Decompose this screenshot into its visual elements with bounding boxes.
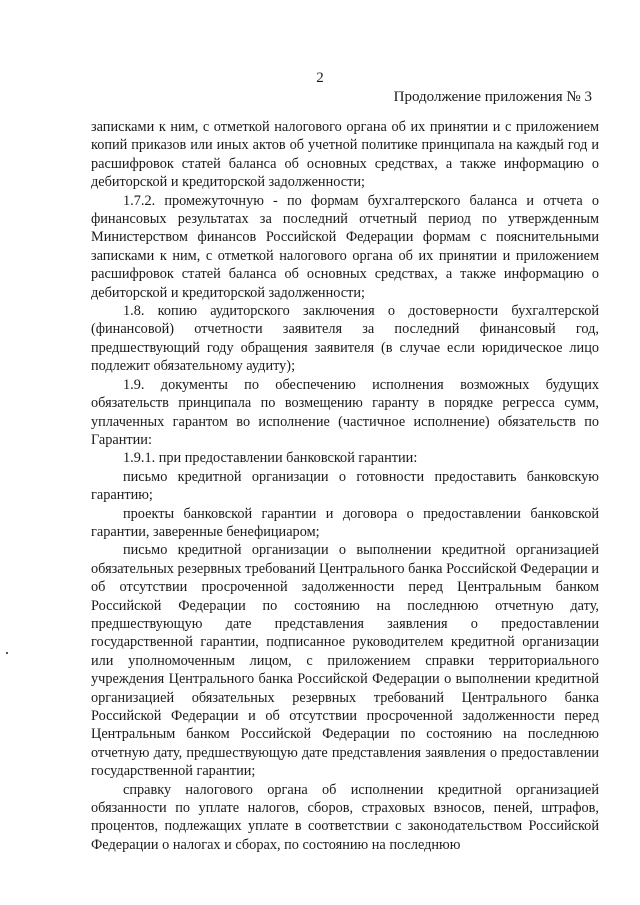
scan-speck bbox=[6, 652, 8, 654]
paragraph-reserve-requirements-letter: письмо кредитной организации о выполнении кредитной организацией обязательных резервных требований Центрального банка Российской Федерации и об отсутствии просроченной задолженности перед Центральным банком Российской Федерации по состоянию на последнюю отчетную дату, предшествующую дате представления заявления о предоставлении государственной гарантии, подписанное руководителем кредитной организации или уполномоченным лицом, с приложением справки территориального учреждения Центрального банка Российской Федерации о выполнении кредитной организацией обязательных резервных требований Центрального банка Российской Федерации и об отсутствии просроченной задолженности перед Центральным банком Российской Федерации по состоянию на последнюю отчетную дату, предшествующую дате представления заявления о предоставлении государственной гарантии; bbox=[91, 542, 599, 780]
paragraph-1-7-2: 1.7.2. промежуточную - по формам бухгалтерского баланса и отчета о финансовых результатах за последний отчетный период по утвержденным Министерством финансов Российской Федерации формам с пояснительными записками к ним, с отметкой налогового органа об их принятии и приложением расшифровок статей баланса об основных средствах, а также информацию о дебиторской и кредиторской задолженности; bbox=[91, 192, 599, 301]
page-number: 2 bbox=[316, 70, 324, 86]
paragraph-1-8: 1.8. копию аудиторского заключения о достоверности бухгалтерской (финансовой) отчетности заявителя за последний финансовый год, предшествующий году обращения заявителя (в случае если юридическое лицо подлежит обязательному аудиту); bbox=[91, 303, 599, 375]
document-body bbox=[91, 118, 599, 854]
paragraph-bank-readiness-letter: письмо кредитной организации о готовности предоставить банковскую гарантию; bbox=[91, 468, 599, 504]
paragraph-1-7-1-continued: записками к ним, с отметкой налогового органа об их принятии и с приложением копий приказов или иных актов об учетной политике принципала на каждый год и расшифровок статей баланса об основных средствах, а также информацию о дебиторской и кредиторской задолженности; bbox=[91, 119, 599, 191]
paragraph-1-9-1: 1.9.1. при предоставлении банковской гарантии: bbox=[123, 450, 418, 467]
paragraph-1-9: 1.9. документы по обеспечению исполнения возможных будущих обязательств принципала по возмещению гаранту в порядке регресса сумм, уплаченных гарантом во исполнение (частичное исполнение) обязательств по Гарантии: bbox=[91, 376, 599, 448]
appendix-continuation-note: Продолжение приложения № 3 bbox=[393, 89, 592, 105]
paragraph-tax-certificate: справку налогового органа об исполнении кредитной организацией обязанности по уплате налогов, сборов, страховых взносов, пеней, штрафов, процентов, подлежащих уплате в соответствии с законодательством Российской Федерации о налогах и сборах, по состоянию на последнюю bbox=[91, 781, 599, 853]
paragraph-guarantee-drafts: проекты банковской гарантии и договора о предоставлении банковской гарантии, заверенные бенефициаром; bbox=[91, 505, 599, 540]
